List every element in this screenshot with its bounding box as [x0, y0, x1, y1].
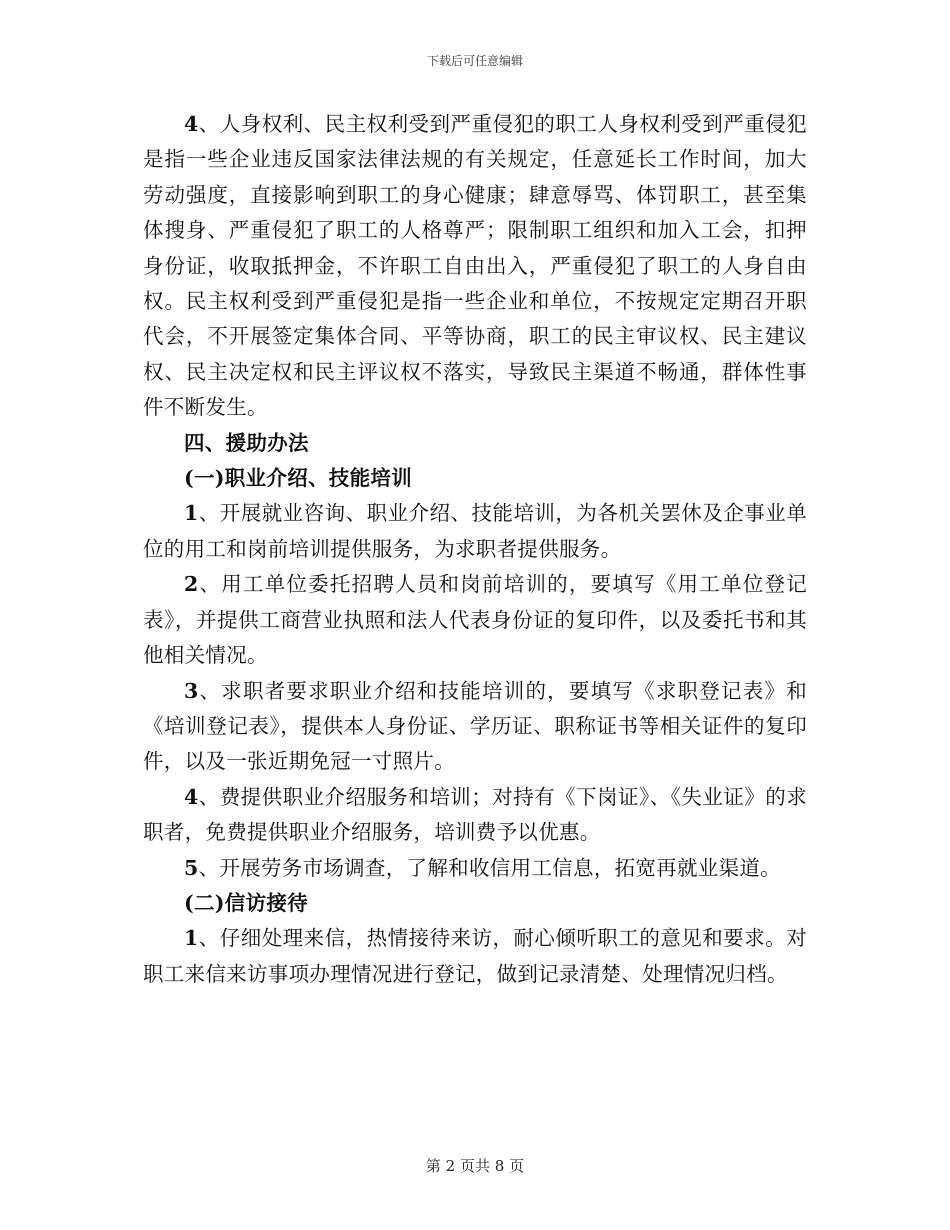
item-number: 5 — [184, 855, 199, 880]
subsection-heading-petition-reception: (二)信访接待 — [184, 890, 308, 915]
page-footer: 第 2 页共 8 页 — [425, 1157, 525, 1175]
paragraph-text: 、仔细处理来信，热情接待来访，耐心倾听职工的意见和要求。对职工来信来访事项办理情况进行登记，做到记录清楚、处理情况归档。 — [143, 926, 807, 986]
item-number: 4 — [184, 112, 199, 136]
item-number: 3 — [184, 678, 199, 703]
item-number: 1 — [184, 926, 199, 951]
paragraph-item-2 — [143, 567, 807, 673]
paragraph-text: 、人身权利、民主权利受到严重侵犯的职工人身权利受到严重侵犯是指一些企业违反国家法律法规的有关规定，任意延长工作时间，加大劳动强度，直接影响到职工的身心健康；肆意辱骂、体罚职工，甚至集体搜身、严重侵犯了职工的人格尊严；限制职工组织和加入工会，扣押身份证，收取抵押金，不许职工自由出入，严重侵犯了职工的人身自由权。民主权利受到严重侵犯是指一些企业和单位，不按规定定期召开职代会，不开展签定集体合同、平等协商，职工的民主审议权、民主建议权、民主决定权和民主评议权不落实，导致民主渠道不畅通，群体性事件不断发生。 — [143, 112, 807, 420]
paragraph-item-5 — [143, 851, 807, 886]
section-heading-aid-methods: 四、援助办法 — [184, 430, 309, 455]
paragraph-item-4 — [143, 780, 807, 851]
page-header: 下载后可任意编辑 — [426, 54, 523, 68]
item-number: 4 — [184, 784, 199, 809]
paragraph-text: 、求职者要求职业介绍和技能培训的，要填写《求职登记表》和《培训登记表》，提供本人身份证、学历证、职称证书等相关证件的复印件，以及一张近期免冠一寸照片。 — [143, 678, 807, 774]
paragraph-text: 、开展就业咨询、职业介绍、技能培训，为各机关罢休及企事业单位的用工和岗前培训提供服务，为求职者提供服务。 — [143, 501, 807, 561]
paragraph-text: 、开展劳务市场调查，了解和收信用工信息，拓宽再就业渠道。 — [198, 855, 781, 880]
paragraph-rights-violation — [143, 107, 807, 426]
paragraph-petition-item-1 — [143, 921, 807, 992]
paragraph-item-3 — [143, 674, 807, 780]
document-body — [143, 107, 807, 992]
paragraph-text: 、费提供职业介绍服务和培训；对持有《下岗证》、《失业证》的求职者，免费提供职业介绍服务，培训费予以优惠。 — [143, 784, 807, 845]
item-number: 1 — [184, 501, 199, 526]
subsection-heading-job-training: (一)职业介绍、技能培训 — [184, 466, 412, 491]
item-number: 2 — [184, 572, 199, 597]
paragraph-text: 、用工单位委托招聘人员和岗前培训的，要填写《用工单位登记表》，并提供工商营业执照和法人代表身份证的复印件，以及委托书和其他相关情况。 — [143, 572, 807, 668]
paragraph-item-1 — [143, 496, 807, 567]
